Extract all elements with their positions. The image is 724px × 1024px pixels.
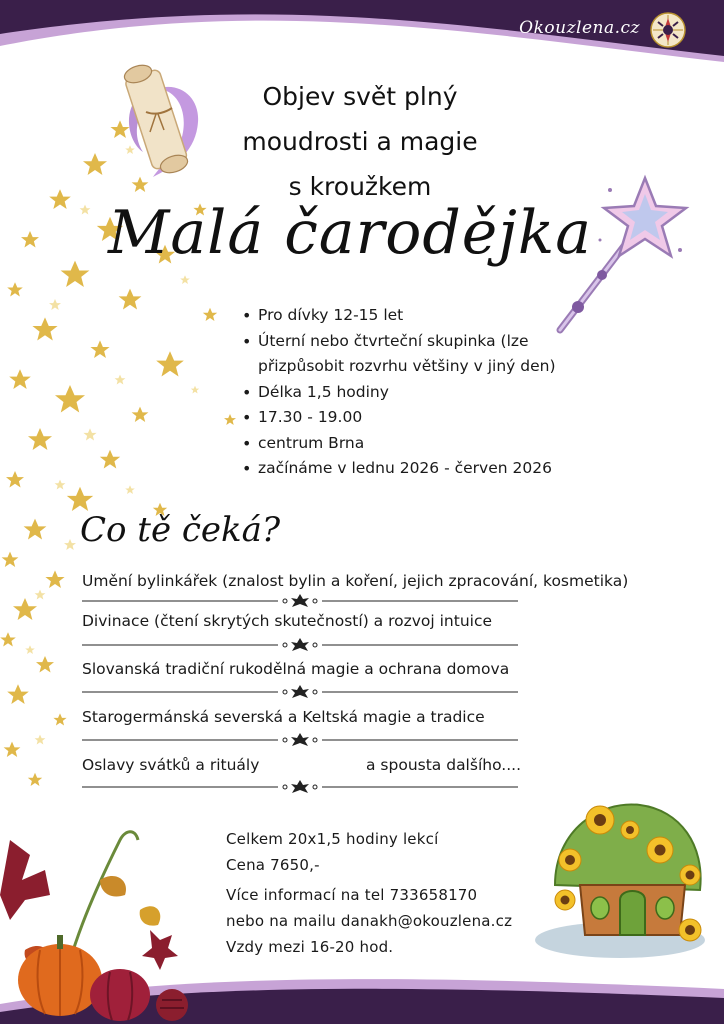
contact-phone: Více informací na tel 733658170	[226, 886, 478, 904]
headline-line-3: s kroužkem	[288, 172, 432, 201]
topic-item: Umění bylinkářek (znalost bylin a koření, jejich zpracování, kosmetika)	[82, 572, 629, 590]
list-item: • začínáme v lednu 2026 - červen 2026	[238, 456, 578, 482]
fairy-house-illustration	[520, 790, 720, 970]
headline-line-2: moudrosti a magie	[242, 127, 478, 156]
list-item: • Pro dívky 12-15 let	[238, 303, 578, 329]
list-item-continuation: přizpůsobit rozvrhu většiny v jiný den)	[258, 357, 556, 375]
topic-item: Starogermánská severská a Keltská magie a tradice	[82, 708, 485, 726]
course-facts-list	[238, 303, 578, 482]
contact-hours: Vzdy mezi 16-20 hod.	[226, 938, 394, 956]
ornamental-divider	[82, 685, 518, 699]
ornamental-divider	[82, 733, 518, 747]
section-title: Co tě čeká?	[80, 510, 281, 550]
headline-line-1: Objev svět plný	[262, 82, 458, 111]
list-item: • Délka 1,5 hodiny	[238, 380, 578, 406]
brand-logo-icon	[650, 12, 686, 48]
ornamental-divider	[82, 780, 518, 794]
contact-email: nebo na mailu danakh@okouzlena.cz	[226, 912, 513, 930]
headline	[200, 74, 520, 209]
ornamental-divider	[82, 594, 518, 608]
ornamental-divider	[82, 638, 518, 652]
course-title: Malá čarodějka	[107, 198, 593, 268]
brand-name: Okouzlena.cz	[519, 18, 640, 38]
list-item: • 17.30 - 19.00	[238, 405, 578, 431]
topic-item: Oslavy svátků a rituály	[82, 756, 260, 774]
autumn-pumpkins-illustration	[0, 800, 200, 1024]
topic-extra: a spousta dalšího....	[366, 756, 521, 774]
magic-scroll-illustration	[108, 52, 203, 187]
list-item: • Úterní nebo čtvrteční skupinka (lze	[238, 329, 578, 355]
price: Cena 7650,-	[226, 856, 320, 874]
list-item: • centrum Brna	[238, 431, 578, 457]
topic-item: Divinace (čtení skrytých skutečností) a rozvoj intuice	[82, 612, 493, 630]
topic-item: Slovanská tradiční rukodělná magie a ochrana domova	[82, 660, 510, 678]
lesson-total: Celkem 20x1,5 hodiny lekcí	[226, 830, 439, 848]
